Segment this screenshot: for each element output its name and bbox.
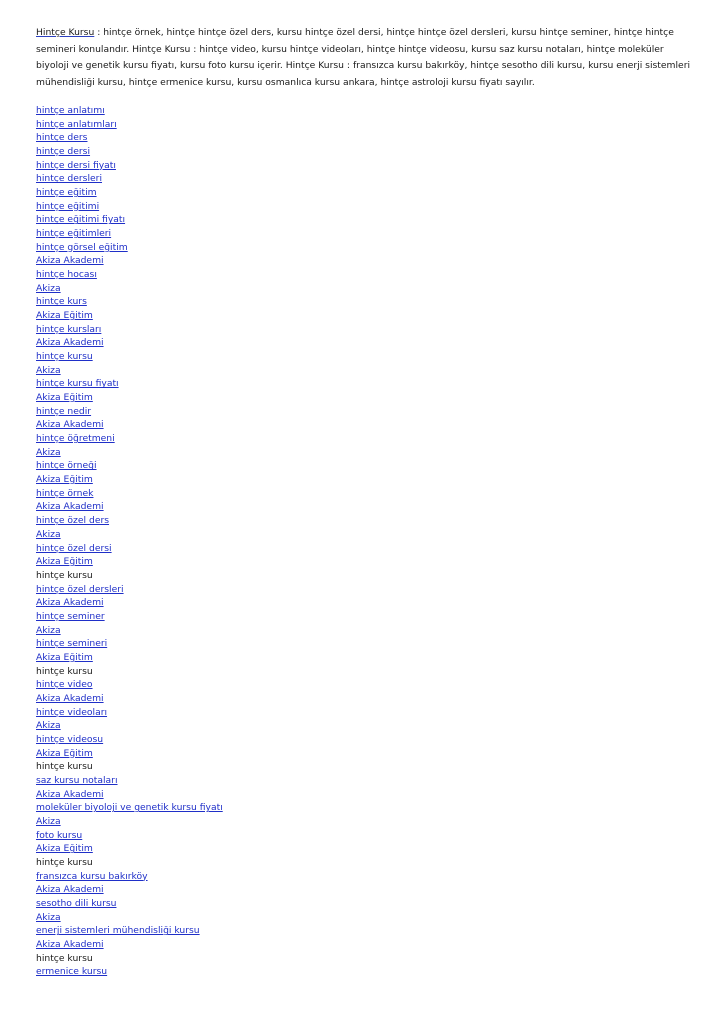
list-item: [36, 842, 696, 856]
list-item: [36, 542, 696, 556]
list-item: [36, 760, 696, 774]
keyword-text: hintçe kursu: [36, 761, 93, 773]
keyword-link[interactable]: hintçe anlatımları: [36, 118, 117, 130]
list-item: [36, 788, 696, 802]
keyword-link[interactable]: Akiza: [36, 815, 61, 827]
list-item: [36, 200, 696, 214]
keyword-link[interactable]: hintçe öğretmeni: [36, 433, 115, 445]
list-item: [36, 610, 696, 624]
keyword-link[interactable]: hintçe görsel eğitim: [36, 241, 128, 253]
list-item: [36, 733, 696, 747]
keyword-link[interactable]: hintçe kursları: [36, 323, 102, 335]
list-item: [36, 637, 696, 651]
keyword-link[interactable]: Akiza Eğitim: [36, 474, 93, 486]
keyword-link[interactable]: Akiza: [36, 282, 61, 294]
keyword-link[interactable]: Akiza Akademi: [36, 255, 104, 267]
list-item: [36, 418, 696, 432]
keyword-link[interactable]: hintçe örnek: [36, 487, 94, 499]
keyword-link[interactable]: hintçe eğitim: [36, 187, 97, 199]
intro-paragraph: [36, 25, 696, 91]
keyword-link[interactable]: Akiza Eğitim: [36, 651, 93, 663]
list-item: [36, 432, 696, 446]
list-item: [36, 596, 696, 610]
keyword-link[interactable]: hintçe kursu fiyatı: [36, 378, 119, 390]
list-item: [36, 774, 696, 788]
list-item: [36, 282, 696, 296]
list-item: [36, 555, 696, 569]
keyword-link[interactable]: enerji sistemleri mühendisliği kursu: [36, 925, 200, 937]
keyword-link[interactable]: moleküler biyoloji ve genetik kursu fiyatı: [36, 802, 223, 814]
list-item: [36, 446, 696, 460]
list-item: [36, 364, 696, 378]
page-content: [36, 25, 696, 979]
keyword-link[interactable]: hintçe dersi fiyatı: [36, 159, 116, 171]
list-item: [36, 965, 696, 979]
keyword-link[interactable]: hintçe dersi: [36, 146, 91, 158]
keyword-link[interactable]: Akiza: [36, 528, 61, 540]
keyword-link[interactable]: hintçe örneği: [36, 460, 97, 472]
list-item: [36, 665, 696, 679]
keyword-link[interactable]: hintçe hocası: [36, 269, 97, 281]
keyword-text: hintçe kursu: [36, 665, 93, 677]
list-item: [36, 254, 696, 268]
keyword-link[interactable]: Akiza: [36, 720, 61, 732]
list-item: [36, 870, 696, 884]
list-item: [36, 815, 696, 829]
keyword-link[interactable]: hintçe özel dersleri: [36, 583, 124, 595]
list-item: [36, 159, 696, 173]
keyword-link[interactable]: hintçe eğitimi: [36, 200, 100, 212]
keyword-link[interactable]: hintçe seminer: [36, 610, 105, 622]
list-item: [36, 268, 696, 282]
keyword-link[interactable]: Akiza Akademi: [36, 337, 104, 349]
keyword-link[interactable]: Akiza Eğitim: [36, 392, 93, 404]
list-item: [36, 883, 696, 897]
keyword-link[interactable]: hintçe eğitimleri: [36, 228, 112, 240]
list-item: [36, 323, 696, 337]
intro-title-link[interactable]: Hintçe Kursu: [36, 27, 95, 38]
list-item: [36, 924, 696, 938]
list-item: [36, 473, 696, 487]
list-item: [36, 747, 696, 761]
keyword-link[interactable]: Akiza Eğitim: [36, 843, 93, 855]
keyword-text: hintçe kursu: [36, 569, 93, 581]
keyword-link[interactable]: Akiza Akademi: [36, 501, 104, 513]
keyword-link[interactable]: hintçe videoları: [36, 706, 108, 718]
list-item: [36, 856, 696, 870]
keyword-link[interactable]: Akiza: [36, 624, 61, 636]
list-item: [36, 500, 696, 514]
list-item: [36, 678, 696, 692]
list-item: [36, 897, 696, 911]
list-item: [36, 624, 696, 638]
list-item: [36, 213, 696, 227]
keyword-link[interactable]: hintçe nedir: [36, 405, 92, 417]
list-item: [36, 104, 696, 118]
list-item: [36, 487, 696, 501]
list-item: [36, 405, 696, 419]
list-item: [36, 706, 696, 720]
keyword-link[interactable]: hintçe özel dersi: [36, 542, 112, 554]
keyword-link[interactable]: Akiza Akademi: [36, 692, 104, 704]
list-item: [36, 952, 696, 966]
keyword-link-list: [36, 104, 696, 979]
keyword-link[interactable]: Akiza Akademi: [36, 884, 104, 896]
keyword-link[interactable]: hintçe videosu: [36, 733, 104, 745]
keyword-text: hintçe kursu: [36, 856, 93, 868]
list-item: [36, 227, 696, 241]
list-item: [36, 241, 696, 255]
list-item: [36, 459, 696, 473]
keyword-link[interactable]: Akiza Eğitim: [36, 556, 93, 568]
keyword-link[interactable]: Akiza: [36, 911, 61, 923]
list-item: [36, 692, 696, 706]
keyword-link[interactable]: hintçe anlatımı: [36, 105, 105, 116]
list-item: [36, 583, 696, 597]
list-item: [36, 829, 696, 843]
list-item: [36, 350, 696, 364]
keyword-link[interactable]: hintçe video: [36, 679, 93, 691]
list-item: [36, 719, 696, 733]
list-item: [36, 118, 696, 132]
keyword-link[interactable]: hintçe ders: [36, 132, 88, 144]
list-item: [36, 801, 696, 815]
keyword-link[interactable]: hintçe semineri: [36, 638, 108, 650]
keyword-link[interactable]: foto kursu: [36, 829, 83, 841]
list-item: [36, 186, 696, 200]
keyword-link[interactable]: Akiza: [36, 446, 61, 458]
keyword-link[interactable]: Akiza: [36, 364, 61, 376]
list-item: [36, 309, 696, 323]
keyword-link[interactable]: hintçe kursu: [36, 351, 93, 363]
list-item: [36, 514, 696, 528]
list-item: [36, 172, 696, 186]
list-item: [36, 145, 696, 159]
intro-text: : hintçe örnek, hintçe hintçe özel ders, kursu hintçe özel dersi, hintçe hintçe özel dersleri, kursu hintçe seminer, hintçe hintçe semineri konulandır. Hintçe Kursu : hintçe video, kursu hintçe videoları, hintçe hintçe videosu, kursu saz kursu notaları, hintçe moleküler biyoloji ve genetik kursu fiyatı, kursu foto kursu içerir. Hintçe Kursu : fransızca kursu bakırköy, hintçe sesotho dili kursu, kursu enerji sistemleri mühendisliği kursu, hintçe ermenice kursu, kursu osmanlıca kursu ankara, hintçe astroloji kursu fiyatı sayılır.: [36, 27, 691, 88]
keyword-link[interactable]: Akiza Eğitim: [36, 747, 93, 759]
list-item: [36, 336, 696, 350]
keyword-link[interactable]: sesotho dili kursu: [36, 897, 117, 909]
list-item: [36, 938, 696, 952]
keyword-link[interactable]: hintçe dersleri: [36, 173, 103, 185]
list-item: [36, 391, 696, 405]
list-item: [36, 295, 696, 309]
keyword-link[interactable]: saz kursu notaları: [36, 774, 118, 786]
keyword-link[interactable]: Akiza Eğitim: [36, 310, 93, 322]
keyword-link[interactable]: Akiza Akademi: [36, 597, 104, 609]
keyword-link[interactable]: Akiza Akademi: [36, 938, 104, 950]
list-item: [36, 651, 696, 665]
list-item: [36, 911, 696, 925]
keyword-link[interactable]: hintçe özel ders: [36, 515, 110, 527]
keyword-link[interactable]: ermenice kursu: [36, 966, 108, 978]
list-item: [36, 377, 696, 391]
list-item: [36, 528, 696, 542]
list-item: [36, 131, 696, 145]
keyword-text: hintçe kursu: [36, 952, 93, 964]
keyword-link[interactable]: Akiza Akademi: [36, 419, 104, 431]
keyword-link[interactable]: Akiza Akademi: [36, 788, 104, 800]
keyword-link[interactable]: fransızca kursu bakırköy: [36, 870, 148, 882]
list-item: [36, 569, 696, 583]
keyword-link[interactable]: hintçe eğitimi fiyatı: [36, 214, 126, 226]
keyword-link[interactable]: hintçe kurs: [36, 296, 87, 308]
